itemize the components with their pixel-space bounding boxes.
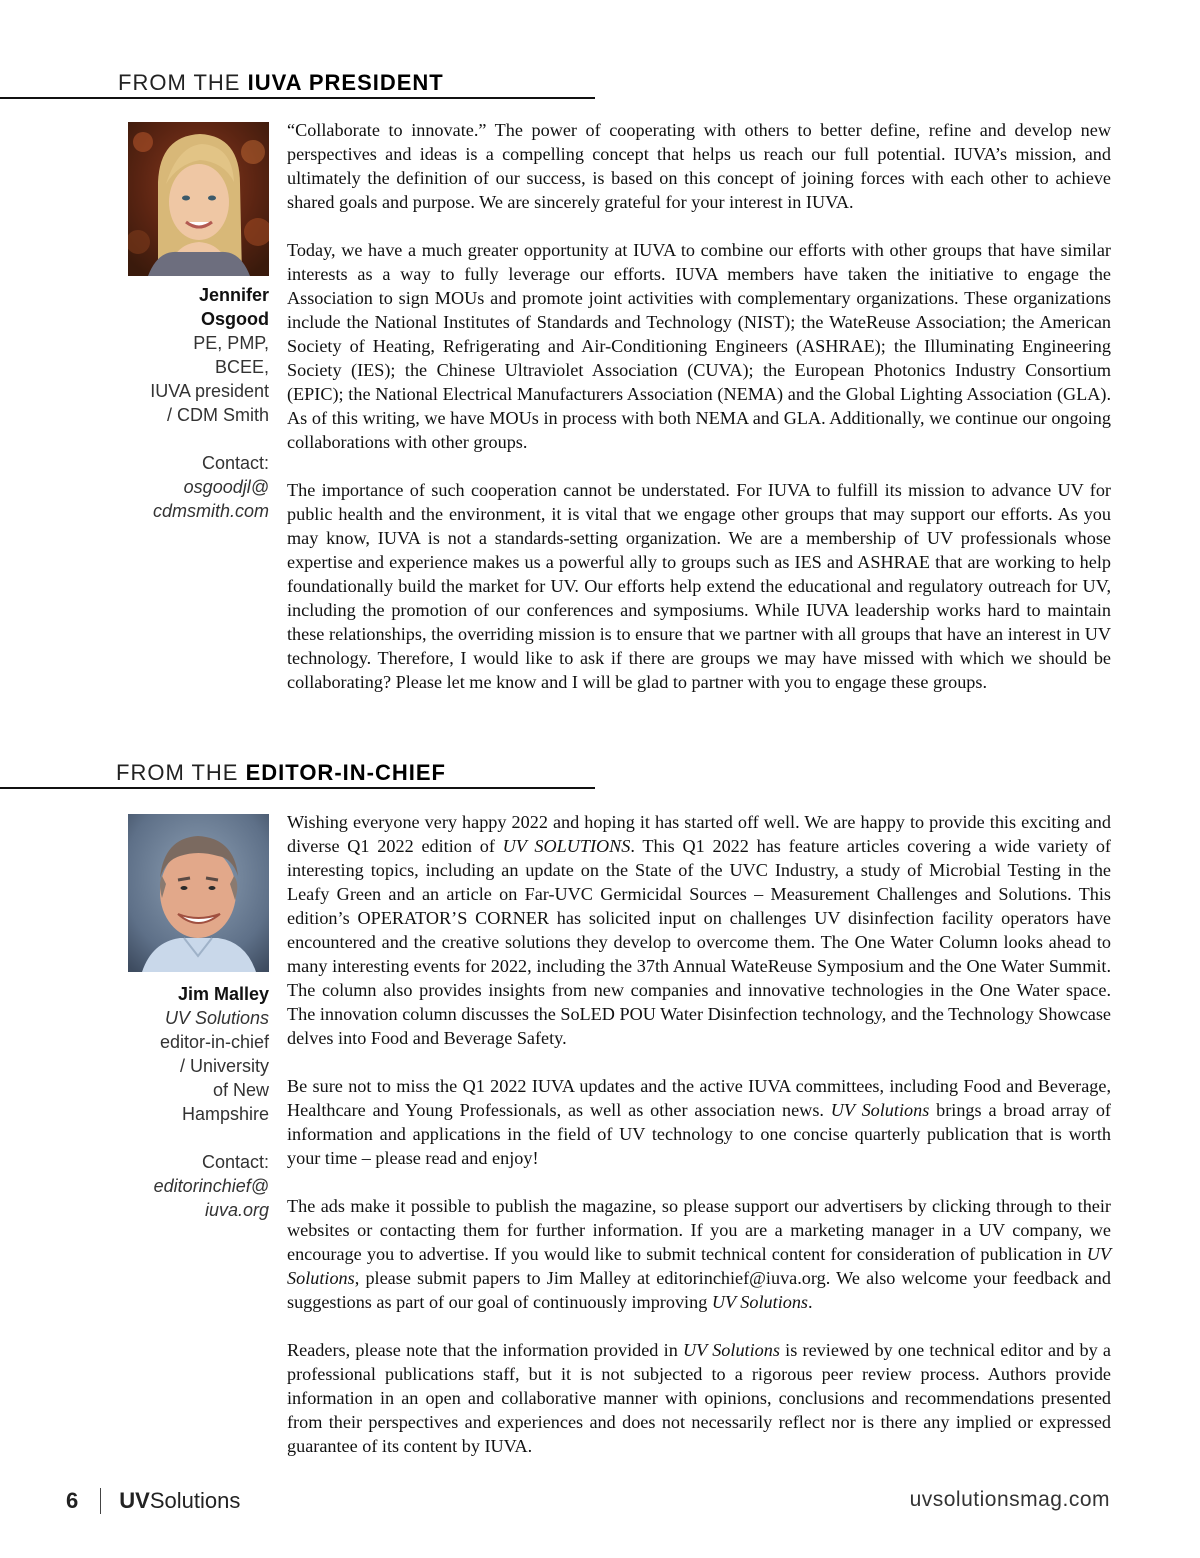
president-name-first: Jennifer (198, 285, 269, 305)
editor-contact-email: editorinchief@ (153, 1176, 269, 1196)
editor-paragraph-2: Be sure not to miss the Q1 2022 IUVA updates and the active IUVA committees, including Food and Beverage, Healthcare and Young Professionals, as well as other association news. UV Solutions brings a broad array of information and applications in the field of UV technology to one concise quarterly publication that is worth your time – please read and enjoy! (287, 1076, 1111, 1168)
footer-brand-regular: Solutions (149, 1488, 241, 1513)
editor-contact-email: iuva.org (204, 1200, 269, 1220)
editor-title-line: Hampshire (181, 1104, 269, 1124)
footer-website: uvsolutionsmag.com (909, 1488, 1110, 1511)
editor-title-line: / University (179, 1056, 269, 1076)
editor-contact-label: Contact: (201, 1152, 269, 1172)
president-title-line: / CDM Smith (166, 405, 269, 425)
president-contact-email: osgoodjl@ (183, 477, 269, 497)
editor-photo (128, 814, 269, 972)
editor-header (0, 760, 595, 789)
president-title-line: PE, PMP, (193, 333, 269, 353)
page-number: 6 (66, 1488, 79, 1513)
editor-body (287, 810, 1111, 1458)
footer-page-info (66, 1488, 240, 1514)
president-title-line: IUVA president (150, 381, 269, 401)
president-name-last: Osgood (201, 309, 269, 329)
president-sidebar (100, 283, 269, 523)
president-title-line: BCEE, (214, 357, 269, 377)
president-photo (128, 122, 269, 276)
president-contact-email: cdmsmith.com (152, 501, 269, 521)
editor-title-line: editor-in-chief (159, 1032, 269, 1052)
editor-paragraph-1: Wishing everyone very happy 2022 and hoping it has started off well. We are happy to provide this exciting and diverse Q1 2022 edition of UV SOLUTIONS. This Q1 2022 has feature articles covering a wide variety of interesting topics, including an update on the State of the UVC Industry, a study of Microbial Testing in the Leafy Green and an article on Far-UVC Germicidal Sources – Measurement Challenges and Solutions. This edition’s OPERATOR’S CORNER has solicited input on challenges UV disinfection facility operators have encountered and the creative solutions they develop to overcome them. The One Water Column looks ahead to many interesting events for 2022, including the 37th Annual WateReuse Symposium and the One Water Summit. The column also provides insights from new companies and innovative technologies in the One Water space. The innovation column discusses the SoLED POU Water Disinfection technology, and the Technology Showcase delves into Food and Beverage Safety. (287, 812, 1111, 1048)
president-paragraph: “Collaborate to innovate.” The power of cooperating with others to better define, refine and develop new perspectives and ideas is a compelling concept that helps us reach our full potential. IUVA’s mission, and ultimately the definition of our success, is based on this concept of joining forces with each other to achieve shared goals and purpose. We are sincerely grateful for your interest in IUVA. (287, 120, 1111, 212)
editor-sidebar (100, 982, 269, 1222)
editor-paragraph-3: The ads make it possible to publish the magazine, so please support our advertisers by clicking through to their websites or contacting them for further information. If you are a marketing manager in a UV company, we encourage you to advertise. If you would like to submit technical content for consideration of publication in UV Solutions, please submit papers to Jim Malley at editorinchief@iuva.org. We also welcome your feedback and suggestions as part of our goal of continuously improving UV Solutions. (287, 1196, 1111, 1312)
editor-title-publication: UV Solutions (164, 1008, 269, 1028)
editor-header-title: EDITOR-IN-CHIEF (245, 760, 446, 785)
editor-paragraph-4: Readers, please note that the information provided in UV Solutions is reviewed by one technical editor and by a professional publications staff, but it is not subjected to a rigorous peer review process. Authors provide information in an open and collaborative manner with opinions, conclusions and recommendations presented from their perspectives and experiences and does not necessarily reflect nor is there any implied or expressed guarantee of its content by IUVA. (287, 1340, 1111, 1456)
president-paragraph: Today, we have a much greater opportunity at IUVA to combine our efforts with other groups that have similar interests as a way to fully leverage our efforts. IUVA members have taken the initiative to engage the Association to sign MOUs and promote joint activities with complementary organizations. These organizations include the National Institutes of Standards and Technology (NIST); the WateReuse Association; the American Society of Heating, Refrigerating and Air-Conditioning Engineers (ASHRAE); the Illuminating Engineering Society (IES); the Chinese Ultraviolet Association (CUVA); the European Photonics Industry Consortium (EPIC); the National Electrical Manufacturers Association (NEMA) and the Global Lighting Association (GLA). As of this writing, we have MOUs in process with both NEMA and GLA. Additionally, we continue our ongoing collaborations with other groups. (287, 240, 1111, 452)
footer-divider (100, 1488, 101, 1514)
president-paragraph: The importance of such cooperation cannot be understated. For IUVA to fulfill its mission to advance UV for public health and the environment, it is vital that we engage other groups that may support our efforts. As you may know, IUVA is not a standards-setting organization. We are a membership of UV professionals whose expertise and experience makes us a powerful ally to groups such as IES and ASHRAE that are working to help foundationally build the market for UV. Our efforts help extend the educational and regulatory outreach for UV, including the promotion of our conferences and symposiums. While IUVA leadership works hard to maintain these relationships, the overriding mission is to ensure that we partner with all groups that have an interest in UV technology. Therefore, I would like to ask if there are groups we may have missed with which we should be collaborating? Please let me know and I will be glad to partner with you to engage these groups. (287, 480, 1111, 692)
footer-brand-bold: UV (119, 1488, 150, 1513)
president-header (0, 70, 595, 99)
editor-header-prefix: FROM THE (116, 760, 239, 785)
editor-title-line: of New (212, 1080, 269, 1100)
president-header-title: IUVA PRESIDENT (247, 70, 444, 95)
president-header-prefix: FROM THE (118, 70, 241, 95)
president-body (287, 118, 1111, 694)
president-contact-label: Contact: (201, 453, 269, 473)
editor-name: Jim Malley (177, 984, 269, 1004)
